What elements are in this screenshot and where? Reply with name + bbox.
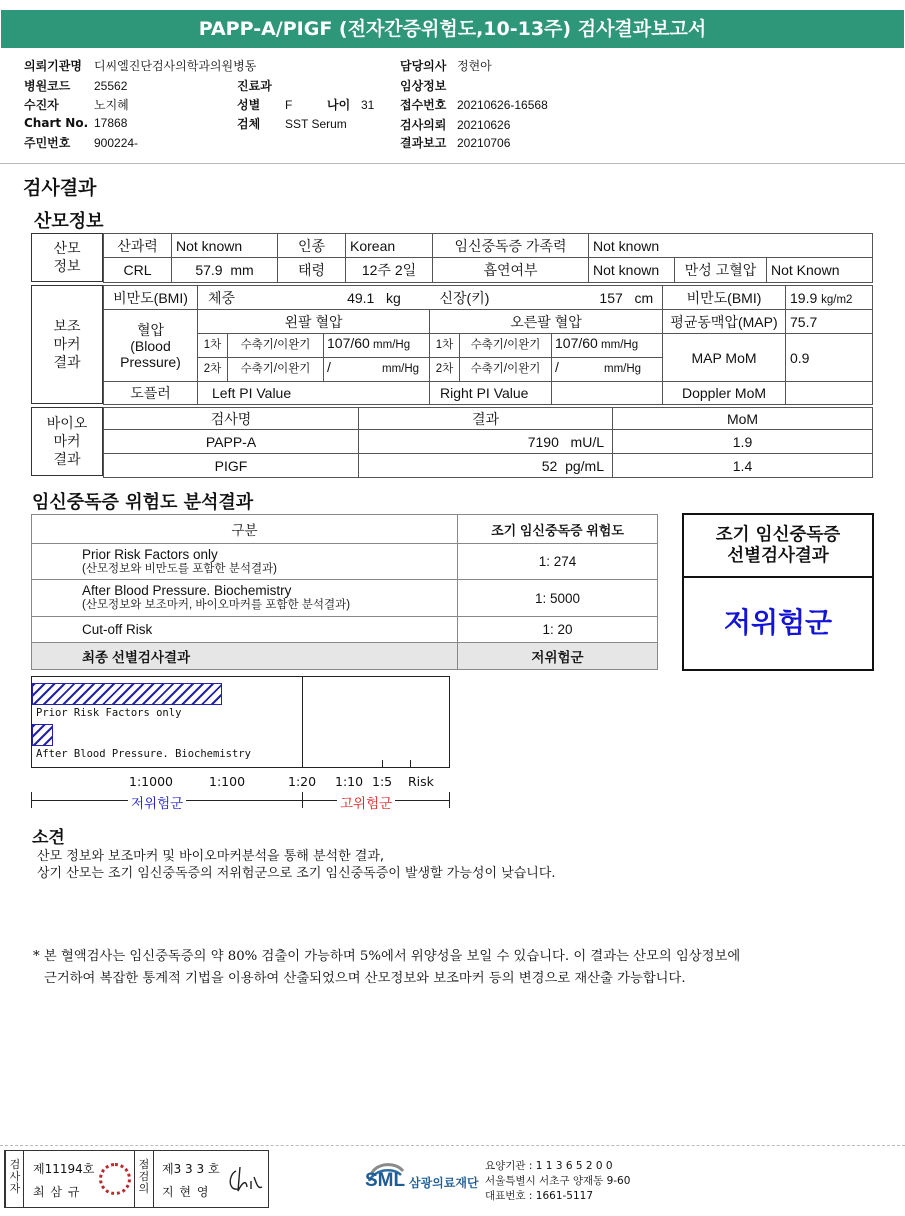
request-date-field: 검사의뢰 20210626: [400, 118, 511, 132]
hospital-code-field: 병원코드 25562: [24, 79, 128, 93]
tester-name: 최 삼 규: [33, 1185, 81, 1199]
screening-result-box: [682, 513, 874, 671]
axis-mid-mark: [302, 792, 303, 808]
footer-divider: [0, 1145, 905, 1146]
org-contact: 요양기관 : 1 1 3 6 5 2 0 0 서울특별시 서초구 양재동 9-60 대표번호 : 1661-5117: [485, 1160, 631, 1202]
risk-row-final: 최종 선별검사결과 저위험군: [32, 643, 658, 670]
tick-label-risk: Risk: [408, 774, 434, 789]
axis-right-end: [449, 792, 450, 808]
section-title-maternal: 산모정보: [34, 211, 104, 232]
report-title: PAPP-A/PIGF (전자간증위험도,10-13주) 검사결과보고서: [1, 10, 904, 48]
after-risk-bar: [32, 724, 53, 746]
prior-risk-bar: [32, 683, 222, 705]
chart-no-field: Chart No. 17868: [24, 116, 128, 130]
prior-risk-bar-label: Prior Risk Factors only: [36, 707, 182, 719]
institution-field: 의뢰기관명 디씨엘진단검사의학과의원병동: [24, 59, 257, 73]
org-logo-text: SML: [365, 1170, 406, 1191]
screening-result-title: 조기 임신중독증 선별검사결과: [684, 515, 872, 578]
risk-row-after: After Blood Pressure. Biochemistry (산모정보와 보조마커, 바이오마커를 포함한 분석결과) 1: 5000: [32, 580, 658, 617]
signature-icon: [224, 1161, 264, 1197]
risk-row-cutoff: Cut-off Risk 1: 20: [32, 617, 658, 643]
aux-side-label: 보조 마커 결과: [31, 285, 103, 404]
accession-field: 접수번호 20210626-16568: [400, 98, 548, 112]
screening-result-value: 저위험군: [723, 606, 833, 639]
risk-table: 구분 조기 임신중독증 위험도 Prior Risk Factors only (산모정보와 비만도를 포함한 분석결과) 1: 274 After Blood Pressure. Biochemistry (산모정보와 보조마커, 바이오마커를 포함한 분석결과) 1: 5000 Cut-off Risk 1: 20 최종 선별검사결과 저위험군: [31, 514, 658, 670]
section-title-risk: 임신중독증 위험도 분석결과: [32, 492, 254, 513]
tick-label-10: 1:10: [335, 774, 364, 789]
age-field: 나이 31: [327, 98, 375, 112]
report-date-field: 결과보고 20210706: [400, 136, 511, 150]
tick-label-100: 1:100: [209, 774, 246, 789]
maternal-side-label: 산모 정보: [31, 233, 103, 282]
disclaimer-note: * 본 혈액검사는 임신중독증의 약 80% 검출이 가능하며 5%에서 위양성을 보일 수 있습니다. 이 결과는 산모의 임상정보에 근거하여 복잡한 통계적 기법을 이용하여 산출되었으며 산모정보와 보조마커 등의 변경으로 재산출 가능합니다.: [33, 949, 741, 986]
bio-row-pigf: PIGF 52 pg/mL 1.4: [104, 454, 873, 478]
maternal-table: 산과력 Not known 인종 Korean 임신중독증 가족력 Not known CRL 57.9 mm 태령 12주 2일 흡연여부 Not known 만성 고혈압 Not Known: [103, 233, 873, 283]
tick-risk: [410, 760, 411, 768]
low-risk-label: 저위험군: [128, 792, 186, 812]
dept-field: 진료과: [237, 79, 272, 93]
sex-field: 성별 F: [237, 98, 293, 112]
signature-box: [4, 1150, 269, 1208]
org-name: 삼광의료재단: [409, 1176, 479, 1190]
bio-side-label: 바이오 마커 결과: [31, 407, 103, 476]
rrn-field: 주민번호 900224-: [24, 136, 139, 150]
section-title-result: 검사결과: [23, 177, 97, 199]
checker-name: 지 현 영: [162, 1185, 210, 1199]
aux-marker-table: 비만도(BMI) 체중 49.1 kg 신장(키) 157 cm 비만도(BMI) 19.9 kg/m2 혈압 (Blood Pressure) 왼팔 혈압 오른팔 혈압 평균동맥압(MAP) 75.7 1차 수축기/이완기 107/60 mm/Hg 1차 수축기/이완기 107/60 mm/Hg MAP MoM 0.9 2차 수축기/이완기 / mm/Hg 2차 수축기/이완기 / mm/Hg 도플러 Left PI Value Right PI Value Doppler MoM: [103, 285, 873, 405]
high-risk-label: 고위험군: [337, 792, 395, 812]
clinical-field: 임상정보: [400, 79, 447, 93]
after-risk-bar-label: After Blood Pressure. Biochemistry: [36, 748, 251, 760]
cutoff-line: [302, 676, 303, 768]
opinion-text: 산모 정보와 보조마커 및 바이오마커분석을 통해 분석한 결과, 상기 산모는 조기 임신중독증의 저위험군으로 조기 임신중독증이 발생할 가능성이 낮습니다.: [37, 849, 556, 881]
bio-row-papp-a: PAPP-A 7190 mU/L 1.9: [104, 430, 873, 454]
risk-row-prior: Prior Risk Factors only (산모정보와 비만도를 포함한 분석결과) 1: 274: [32, 544, 658, 580]
bio-marker-table: 검사명 결과 MoM PAPP-A 7190 mU/L 1.9 PIGF 52 pg/mL 1.4: [103, 407, 873, 478]
tick-label-20: 1:20: [288, 774, 317, 789]
tester-seal-icon: [99, 1163, 131, 1195]
opinion-heading: 소견: [32, 828, 65, 848]
specimen-field: 검체 SST Serum: [237, 117, 347, 131]
checker-side-label: 점검의: [138, 1158, 150, 1195]
tester-side-label: 검사자: [9, 1158, 21, 1195]
tick-label-1000: 1:1000: [129, 774, 173, 789]
doctor-field: 담당의사 정현아: [400, 59, 492, 73]
tester-license-no: 제11194호: [33, 1162, 95, 1176]
header-divider: [0, 163, 905, 164]
checker-license-no: 제3 3 3 호: [162, 1162, 220, 1176]
tick-label-5: 1:5: [372, 774, 393, 789]
tick-1-5: [382, 760, 383, 768]
patient-field: 수진자 노지혜: [24, 98, 129, 112]
